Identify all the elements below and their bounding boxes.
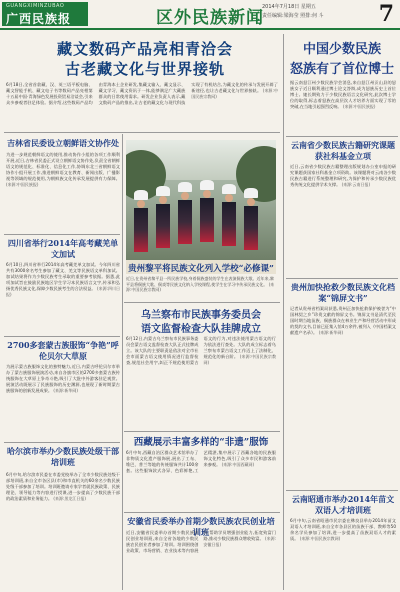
photo-girl <box>222 184 236 260</box>
right-top-body <box>290 80 396 132</box>
center-story-3-source: (来源:安徽日报) <box>203 536 276 547</box>
left-story-4-text: 6月中旬,哈尔滨市民委在市委党校举办了全市少数民族处级干部培训班,来自全市各区县(市)和市直机关的60余名少数民族处级干部参加了培训。培训班邀请专家学者就民族政策、民族理论、领导能力等内容进行授课,进一步提高了少数民族干部的政治素质和业务能力。 <box>6 472 120 501</box>
right-divider-3 <box>286 490 398 491</box>
left-story-2-headline: 四川省举行2014年高考藏羌单文加试 <box>7 238 119 259</box>
right-top-source: (来源:中国民族报) <box>342 104 376 109</box>
column-divider-right <box>283 34 284 590</box>
right-divider-2 <box>286 278 398 279</box>
center-story-2-body <box>126 450 276 510</box>
right-top-headline-1: 中国少数民族 <box>302 42 381 57</box>
news-photo <box>126 140 276 260</box>
center-story-3-body <box>126 530 276 590</box>
left-story-2-body <box>6 262 120 332</box>
left-story-3-source: (来源:新华网) <box>53 388 78 393</box>
right-story-2-text: 记者从贵州省档案局获悉,贵州正加快抢救保护被誉为“中国林契之乡”珍贵文献的锦屏文书。锦屏文书是清代至民国时期当地苗族、侗族群众在林业生产和经营活动中形成的契约文书,目前已征集入馆4万余件,被列入《中国档案文献遗产名录》。 <box>290 306 396 335</box>
left-divider-2 <box>4 336 120 337</box>
right-story-1-text: 近日,云南省少数民族古籍整理出版规划办公室申报的研究课题获国家社科基金立项资助。该课题将对云南各少数民族古籍进行系统整理和研究,为保护和传承少数民族优秀传统文化提供学术支撑。 <box>290 164 396 187</box>
right-story-2-headline: 贵州加快抢救少数民族文化档案“锦屏文书” <box>291 282 395 303</box>
lead-divider <box>4 132 280 133</box>
lead-body-text: 6月18日,全省首款藏、汉、英三语平板电脑、藏文智能手机、藏文电子书等数码产品亮相第十五届中国·青海绿色发展投资贸易洽谈会,引来众多参观者驻足体验。据介绍,这些数码产品均由青海本土企业研发,集藏文输入、藏文显示、藏文学习、藏文资讯于一体,能够满足广大藏族群众的日常使用需求。研发企业负责人表示,藏文数码产品的推出,让古老的藏文化与现代科技实现了有机结合,为藏文化的传承与发展开辟了新途径,也让古老藏文化与世界接轨。 <box>6 82 278 105</box>
center-story-1-headline-1: 乌兰察布市民族事务委员会 <box>141 310 261 321</box>
photo-girl <box>156 186 170 260</box>
section-title: 区外民族新闻 <box>156 8 264 28</box>
newspaper-logo <box>2 2 88 26</box>
right-story-3-body <box>290 518 396 588</box>
masthead <box>0 0 400 28</box>
left-story-4-source: (来源:黑龙江日报) <box>53 496 86 501</box>
photo-caption-text: 近日,在贵州省黎平县一所民族学校,身着侗族盛装的学生在表演侗族大歌。近年来,黎平县将侗族大歌、侗戏等民族文化纳入学校课程,使学生在学习中传承民族文化。 <box>126 276 274 287</box>
left-story-1-text: 为进一步规范朝鲜语文的使用,推动协作小组的各项工作顺利开展,近日,吉林省民委正式设立朝鲜语文协作处,负责全省朝鲜语文的规范化、标准化、信息化工作,协调东北三省朝鲜语文协作小组开展工作,推进朝鲜语文在教育、新闻出版、广播影视等领域的规范使用,为朝鲜族文化传承发展提供有力保障。 <box>6 152 120 181</box>
right-story-1-body <box>290 164 396 274</box>
photo-girl <box>200 180 214 260</box>
logo-pinyin: GUANGXIMINZUBAO <box>6 3 65 9</box>
center-story-2-headline: 西藏展示丰富多样的“非遗”服饰 <box>133 437 269 448</box>
left-story-1-headline: 吉林省民委设立朝鲜语文协作处 <box>7 138 119 148</box>
center-story-2-source: (来源:中国西藏网) <box>221 462 255 467</box>
column-divider-left <box>122 134 123 590</box>
right-story-1-headline: 云南省少数民族古籍研究课题获社科基金立项 <box>291 140 395 161</box>
left-story-4-headline: 哈尔滨市举办少数民族处级干部培训班 <box>7 446 119 467</box>
left-story-3-text: 为展示蒙古族服饰文化的独特魅力,近日,内蒙古呼伦贝尔市举办了蒙古族服饰展演活动,来自各旗市区的2700多套蒙古族传统服饰在大草原上争奇斗艳,吸引了大批中外游客驻足观赏。展演活动既展示了民族服饰的历史渊源,也展现了新时期蒙古族服饰的创新发展成果。 <box>6 364 120 393</box>
right-story-3-text: 6月中旬,云南省昭通市民宗委在彝良县举办2014年苗文双语人才培训班,来自全市各县区的苗族干部、教师等50余名学员参加了培训,进一步提高了苗族双语人才的素质。 <box>290 518 396 541</box>
editor-line: 责任编辑:梁海莹 照排:何 斗 <box>262 13 324 19</box>
photo-girl <box>178 182 192 260</box>
right-story-3-headline: 云南昭通市举办2014年苗文双语人才培训班 <box>291 494 395 515</box>
right-top-body-text: 据云南怒江州少数民族学会消息,来自怒江州贡山县的怒族女子近日顺利通过博士论文答辩,成为怒族历史上首位博士。她长期致力于少数民族语言文化研究,此次博士学位的取得,标志着怒族在高层次人才培养方面实现了零的突破,在当地引起强烈反响。 <box>290 80 396 109</box>
center-story-3-headline: 安徽省民委举办首期少数民族农民创业培训班 <box>127 516 275 537</box>
lead-headline-2: 古老藏文化与世界接轨 <box>64 60 225 78</box>
right-story-1-source: (来源:云南日报) <box>341 182 371 187</box>
lead-body <box>6 82 278 126</box>
right-divider-1 <box>286 136 398 137</box>
photo-source: (来源:中国民族宗教网) <box>126 281 275 293</box>
date-line: 2014年7月18日 星期五 <box>262 4 316 10</box>
right-story-3-source: (来源:中国民族宗教网) <box>299 536 341 541</box>
lead-source: (来源:中国民族宗教网) <box>191 88 278 99</box>
center-divider-1 <box>124 302 280 303</box>
left-story-4-body <box>6 472 120 588</box>
left-story-2-text: 6月10日,四川省举行2014年高考藏羌单文加试。今年四川省共有3000余名考生参加了藏文、羌文等民族语文单科加试。加试结果将作为少数民族考生录取的重要参考依据。据悉,此项加试旨在鼓励民族地区学生学习本民族语言文字,传承和弘扬优秀民族文化,保障少数民族考生的合法权益。 <box>6 262 120 291</box>
center-story-1-text: 6月12日,内蒙古乌兰察布市民族事务委员会蒙古语文监督检查大队正式挂牌成立。该大队的主要职责是依法对全市社会市面蒙古语文使用情况进行监督检查,规范社会用字,纠正不规范使用蒙古语文的行为,对违法使用蒙古语文的行为依法进行查处。大队的成立标志着乌兰察布市蒙古语文工作迈上了法制化、规范化的新台阶。 <box>126 336 276 365</box>
left-story-1-source: (来源:中国民族报) <box>6 182 39 187</box>
left-story-2-source: (来源:四川日报) <box>6 286 120 297</box>
right-story-2-body <box>290 306 396 486</box>
center-story-1-body <box>126 336 276 430</box>
center-divider-2 <box>124 431 280 432</box>
lead-headline-1: 藏文数码产品亮相青洽会 <box>56 40 233 58</box>
right-story-2-source: (来源:新华网) <box>318 330 344 335</box>
photo-caption <box>126 276 276 300</box>
center-divider-3 <box>124 512 280 513</box>
photo-girl <box>244 188 258 260</box>
center-story-2-text: 6月中旬,西藏自治区群众艺术馆举办了非物质文化遗产服饰展,展出了工布、堆巴、普兰等地的传统服饰共计100余套。这些服饰款式各异、色彩鲜艳,工艺精湛,集中展示了西藏各地的民族服饰文化特色,吸引了众多市民和游客前来参观。 <box>126 450 276 473</box>
center-story-1-source: (来源:中国民族宗教网) <box>203 354 276 365</box>
photo-title: 贵州黎平将民族文化列入学校“必修课” <box>128 264 274 274</box>
masthead-rule <box>0 28 400 30</box>
left-story-3-body <box>6 364 120 438</box>
logo-text: 广西民族报 <box>6 12 72 26</box>
left-story-1-body <box>6 152 120 232</box>
page-number: 7 <box>378 1 394 27</box>
left-story-3-headline: 2700多套蒙古族服饰“争艳”呼伦贝尔大草原 <box>7 340 119 361</box>
right-top-headline-2: 怒族有了首位博士 <box>289 62 394 77</box>
left-divider-3 <box>4 442 120 443</box>
left-divider-1 <box>4 234 120 235</box>
center-story-1-headline-2: 语文监督检查大队挂牌成立 <box>141 324 261 335</box>
center-story-3-text: 近日,安徽省民委举办首期少数民族农民创业培训班,来自全省各地的少数民族农民创业者参加了培训。培训围绕创业政策、市场营销、农业技术等内容展开,帮助学员增强创业能力,拓宽致富门路,推动少数民族群众增收致富。 <box>126 530 276 553</box>
photo-girl <box>134 190 148 260</box>
